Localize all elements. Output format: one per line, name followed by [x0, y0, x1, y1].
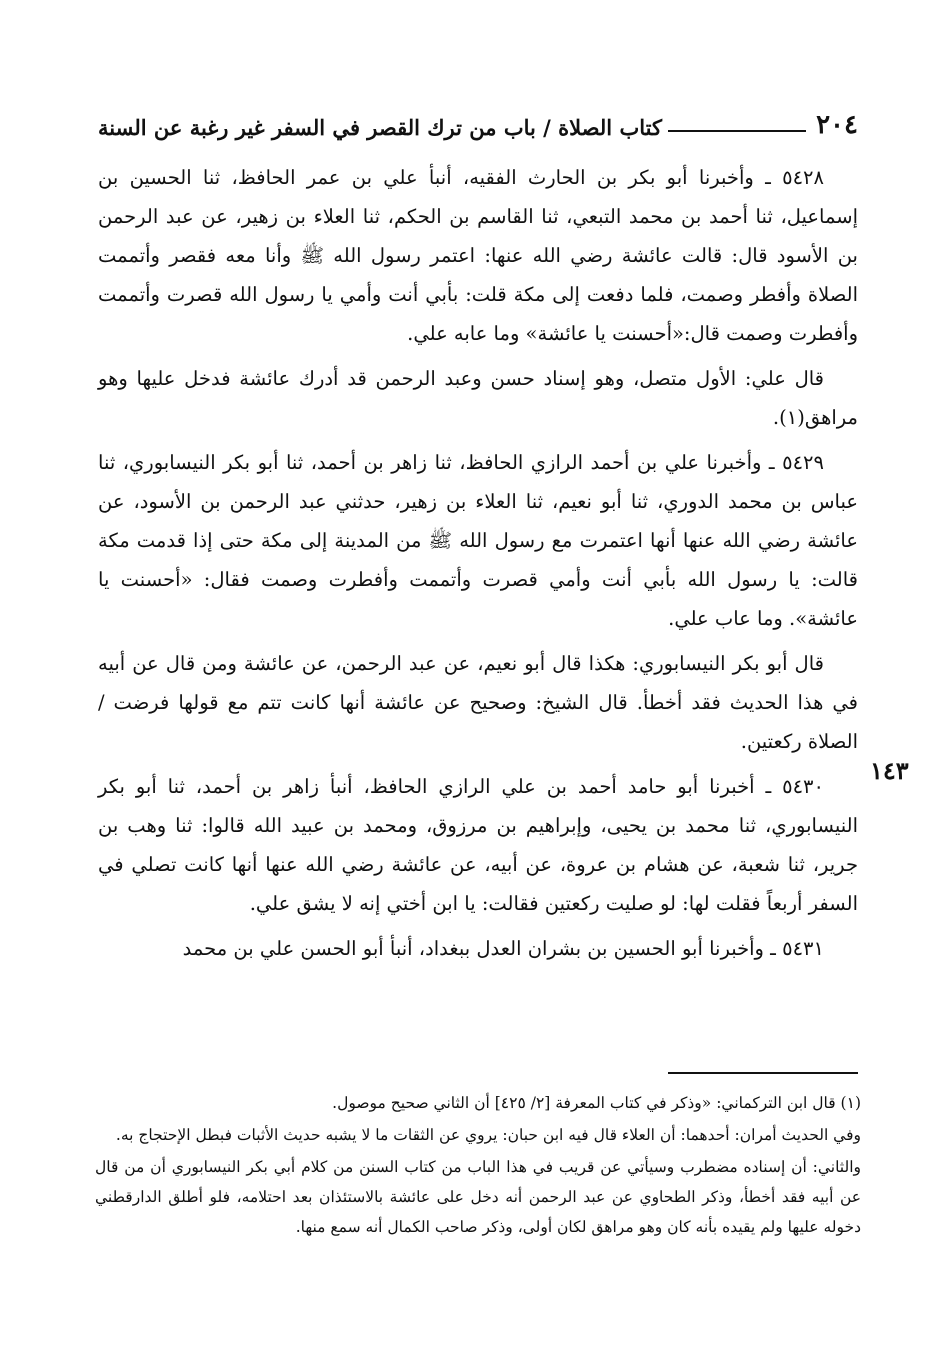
running-header [98, 100, 858, 140]
margin-page-reference: ١٤٣ [870, 756, 909, 785]
hadith-5430: ٥٤٣٠ ـ أخبرنا أبو حامد أحمد بن علي الرازي الحافظ، أنبأ زاهر بن أحمد، ثنا أبو بكر النيسابوري، ثنا محمد بن يحيى، وإبراهيم بن مرزوق، ومحمد بن عبيد الله قالوا: ثنا وهب بن جرير، ثنا شعبة، عن هشام بن عروة، عن أبيه، عن عائشة رضي الله عنها أنها كانت تصلي في السفر أربعاً فقلت لها: لو صليت ركعتين فقالت: يا ابن أختي إنه لا يشق علي. [98, 775, 858, 915]
footnote-divider [668, 1072, 858, 1074]
commentary-ali: قال علي: الأول متصل، وهو إسناد حسن وعبد الرحمن قد أدرك عائشة فدخل عليها وهو مراهق(١). [98, 367, 858, 429]
footnote-1-point-2: والثاني: أن إسناده مضطرب وسيأتي عن قريب في هذا الباب من كتاب السنن من كلام أبي بكر النيسابوري أن من قال عن أبيه فقد أخطأ، وذكر الطحاوي عن عبد الرحمن أنه دخل على عائشة بالاستئذان بعد احتلامه، فلو أطلق الدارقطني دخوله عليها ولم يقيده بأنه كان وهو مراهق لكان أولى، وذكر صاحب الكمال أنه سمع منها. [95, 1158, 861, 1236]
footnote-1: (١) قال ابن التركماني: «وذكر في كتاب المعرفة [٢/ ٤٢٥] أن الثاني صحيح موصول. [332, 1094, 861, 1112]
commentary-naysaburi: قال أبو بكر النيسابوري: هكذا قال أبو نعيم، عن عبد الرحمن، عن عائشة ومن قال عن أبيه في هذا الحديث فقد أخطأ. قال الشيخ: وصحيح عن عائشة أنها كانت تتم مع قولها فرضت / الصلاة ركعتين. [98, 652, 858, 753]
header-rule [668, 130, 806, 132]
hadith-5429: ٥٤٢٩ ـ وأخبرنا علي بن أحمد الرازي الحافظ، ثنا زاهر بن أحمد، ثنا أبو بكر النيسابوري، ثنا عباس بن محمد الدوري، ثنا أبو نعيم، ثنا العلاء بن زهير، حدثني عبد الرحمن بن الأسود، عن عائشة رضي الله عنها أنها اعتمرت مع رسول الله ﷺ من المدينة إلى مكة حتى إذا قدمت مكة قالت: يا رسول الله بأبي أنت وأمي قصرت وأتممت وأفطرت وصمت فقال: «أحسنت يا عائشة». وما عاب علي. [98, 451, 859, 630]
main-text [98, 158, 858, 974]
hadith-5428: ٥٤٢٨ ـ وأخبرنا أبو بكر بن الحارث الفقيه، أنبأ علي بن عمر الحافظ، ثنا الحسين بن إسماعيل، ثنا أحمد بن محمد التبعي، ثنا القاسم بن الحكم، ثنا العلاء بن زهير، عن عبد الرحمن بن الأسود قال: قالت عائشة رضي الله عنها: اعتمر رسول الله ﷺ وأنا معه فقصر وأتممت الصلاة وأفطر وصمت، فلما دفعت إلى مكة قلت: بأبي أنت وأمي يا رسول الله قصرت وأتممت وأفطرت وصمت قال:«أحسنت يا عائشة» وما عابه علي. [98, 166, 858, 345]
footnotes [95, 1088, 861, 1244]
footnote-1-point-1: وفي الحديث أمران: أحدهما: أن العلاء قال فيه ابن حبان: يروي عن الثقات ما لا يشبه حديث الأثبات فبطل الإحتجاج به. [115, 1126, 861, 1144]
page-number: ٢٠٤ [816, 110, 858, 140]
running-title: كتاب الصلاة / باب من ترك القصر في السفر غير رغبة عن السنة [98, 115, 662, 140]
hadith-5431: ٥٤٣١ ـ وأخبرنا أبو الحسين بن بشران العدل ببغداد، أنبأ أبو الحسن علي بن محمد [182, 937, 824, 960]
